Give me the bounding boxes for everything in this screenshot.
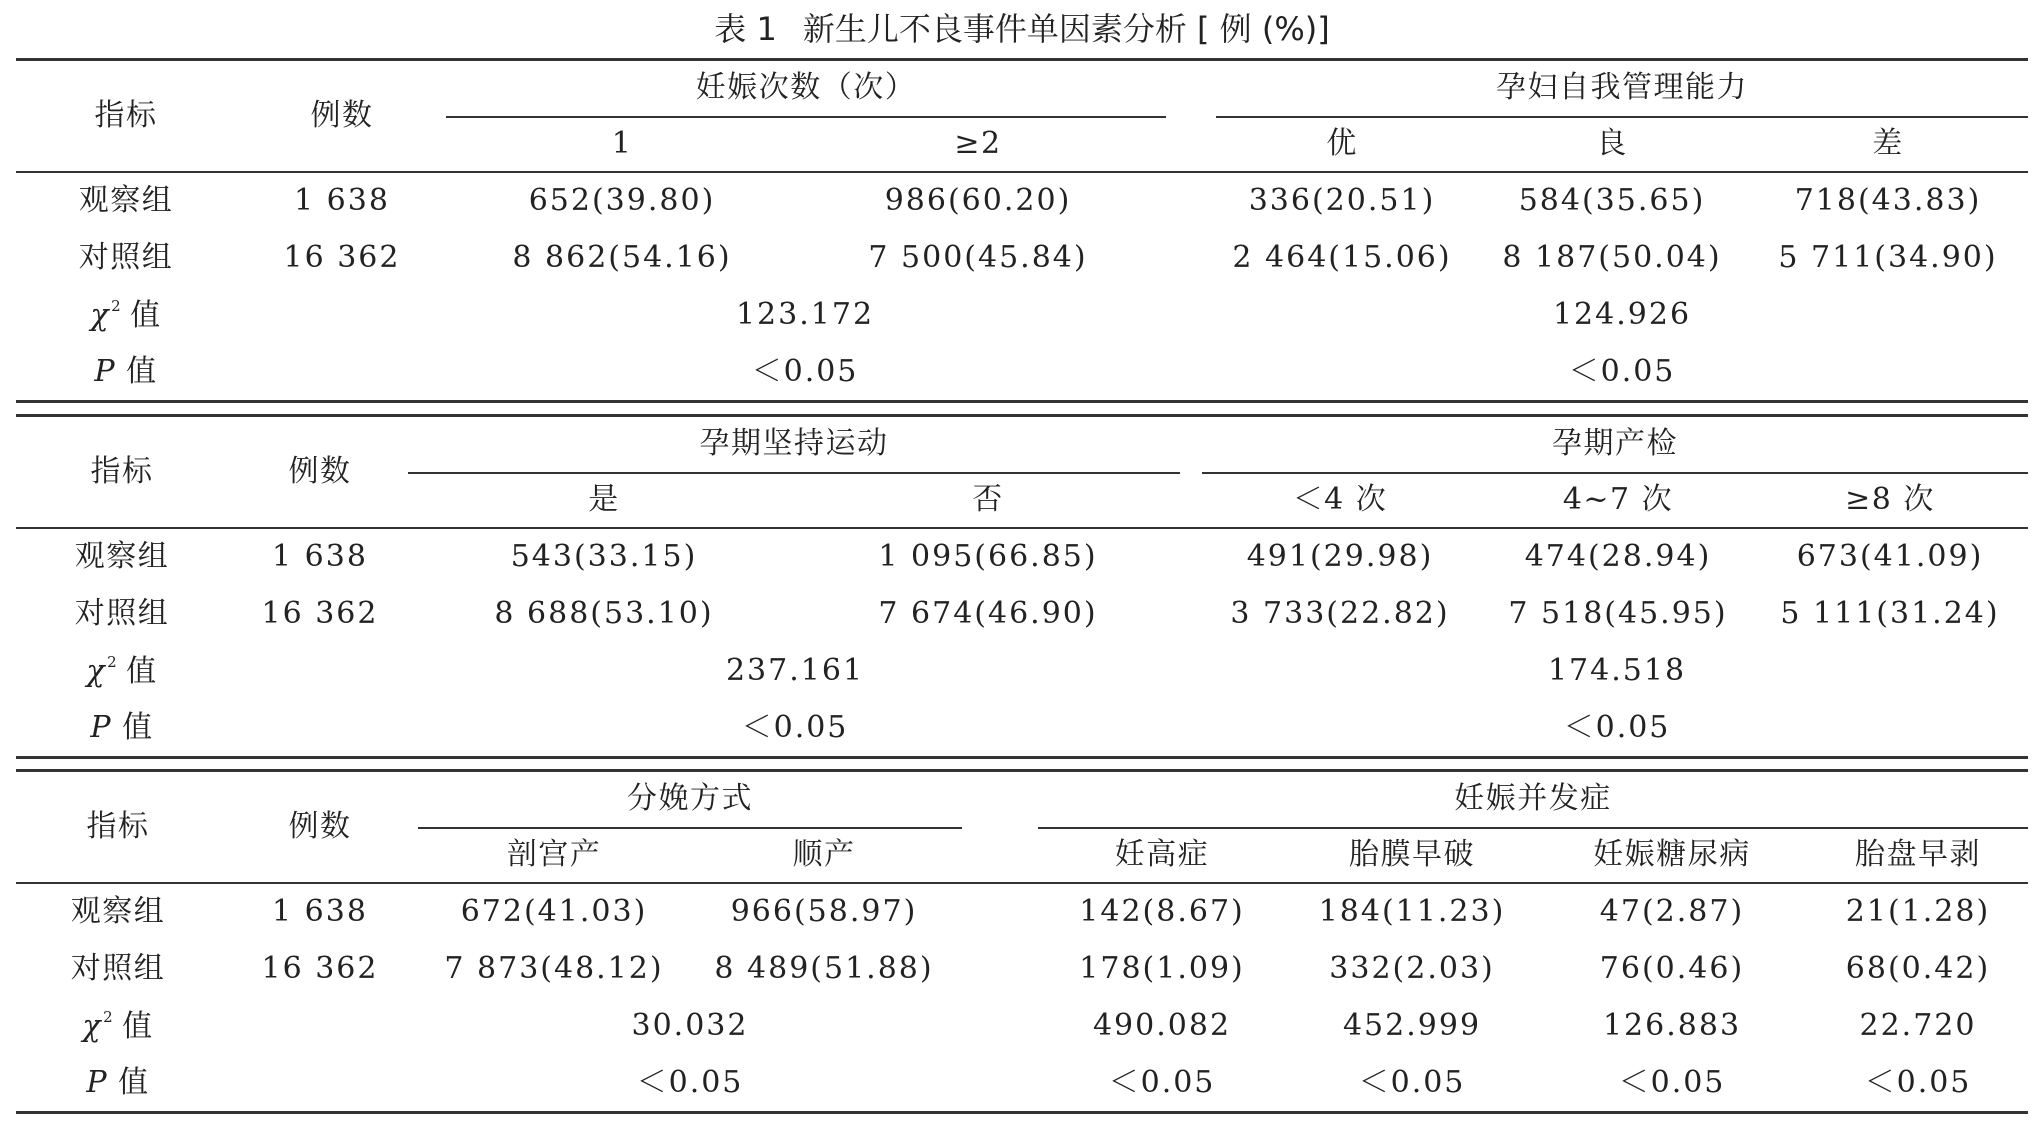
chi-square-value: 123.172 [735, 297, 875, 332]
row-label-observation: 观察组 [78, 183, 174, 218]
table-number: 表 1 [714, 10, 777, 48]
chi-square-label [82, 1010, 153, 1042]
p-value: ＜0.05 [1618, 1065, 1726, 1100]
table-cell: 7 518(45.95) [1508, 596, 1728, 631]
table-cell: 178(1.09) [1079, 951, 1245, 986]
control-count: 16 362 [261, 596, 379, 631]
column-header: 顺产 [792, 837, 856, 872]
chi-symbol: χ [86, 654, 107, 689]
column-header: 优 [1326, 126, 1358, 161]
panel-top-rule [16, 414, 2028, 417]
column-header: 是 [588, 482, 620, 517]
control-count: 16 362 [261, 951, 379, 986]
row-label-control: 对照组 [70, 951, 166, 986]
table-cell: 474(28.94) [1524, 539, 1712, 574]
indicator-header: 指标 [90, 454, 154, 489]
count-header: 例数 [288, 454, 352, 489]
p-value: ＜0.05 [636, 1065, 744, 1100]
table-cell: 2 464(15.06) [1232, 240, 1452, 275]
count-header: 例数 [310, 98, 374, 133]
table-cell: 966(58.97) [730, 894, 918, 929]
chi-superscript: 2 [107, 653, 119, 671]
table-cell: 142(8.67) [1079, 894, 1245, 929]
panel-bottom-rule [16, 1111, 2028, 1114]
column-header: ≥2 [954, 126, 1002, 161]
p-value-label [86, 1065, 150, 1100]
chi-square-value: 30.032 [631, 1008, 749, 1043]
p-value-label [90, 710, 154, 745]
chi-square-value: 237.161 [725, 653, 865, 688]
p-value: ＜0.05 [1108, 1065, 1216, 1100]
panel-top-rule [16, 769, 2028, 772]
column-header: 胎盘早剥 [1855, 837, 1981, 872]
group-header: 妊娠次数（次） [695, 70, 917, 105]
table-cell: 584(35.65) [1518, 183, 1706, 218]
row-label-control: 对照组 [78, 240, 174, 275]
table-cell: 5 711(34.90) [1778, 240, 1998, 275]
chi-square-value: 124.926 [1552, 297, 1692, 332]
chi-square-value: 126.883 [1602, 1008, 1742, 1043]
chi-square-value: 174.518 [1547, 653, 1687, 688]
p-value: ＜0.05 [741, 710, 849, 745]
column-header: 1 [611, 126, 633, 161]
indicator-header: 指标 [86, 809, 150, 844]
column-header: 妊高症 [1114, 837, 1210, 872]
p-value: ＜0.05 [1568, 354, 1676, 389]
group-underline [446, 116, 1166, 118]
p-value: ＜0.05 [1864, 1065, 1972, 1100]
control-count: 16 362 [283, 240, 401, 275]
group-underline [1202, 472, 2028, 474]
table-cell: 673(41.09) [1796, 539, 1984, 574]
group-underline [418, 827, 962, 829]
table-cell: 7 873(48.12) [444, 951, 664, 986]
table-cell: 8 489(51.88) [714, 951, 934, 986]
table-cell: 1 095(66.85) [878, 539, 1098, 574]
p-value: ＜0.05 [1358, 1065, 1466, 1100]
chi-symbol: χ [82, 1009, 103, 1044]
column-header: ≥8 次 [1845, 482, 1935, 517]
indicator-header: 指标 [94, 98, 158, 133]
column-header: 胎膜早破 [1349, 837, 1475, 872]
panel-bottom-rule [16, 400, 2028, 403]
chi-superscript: 2 [111, 297, 123, 315]
group-header: 分娩方式 [627, 781, 753, 816]
p-value-label [94, 354, 158, 389]
table-cell: 336(20.51) [1248, 183, 1436, 218]
table-cell: 986(60.20) [884, 183, 1072, 218]
chi-superscript: 2 [103, 1008, 115, 1026]
group-underline [408, 472, 1180, 474]
group-header: 孕期坚持运动 [699, 426, 889, 461]
observation-count: 1 638 [294, 183, 390, 218]
table-cell: 21(1.28) [1845, 894, 1991, 929]
row-label-observation: 观察组 [70, 894, 166, 929]
group-header: 妊娠并发症 [1454, 781, 1612, 816]
p-symbol: P [90, 710, 113, 745]
table-cell: 3 733(22.82) [1230, 596, 1450, 631]
table-cell: 5 111(31.24) [1780, 596, 2000, 631]
value-suffix: 值 [122, 1009, 154, 1044]
table-cell: 76(0.46) [1599, 951, 1745, 986]
table-cell: 47(2.87) [1599, 894, 1745, 929]
table-title [0, 4, 2044, 54]
table-cell: 543(33.15) [510, 539, 698, 574]
p-symbol: P [86, 1065, 109, 1100]
row-label-observation: 观察组 [74, 539, 170, 574]
column-header: 4~7 次 [1562, 482, 1674, 517]
chi-symbol: χ [90, 298, 111, 333]
column-header: ＜4 次 [1292, 482, 1388, 517]
panel-bottom-rule [16, 756, 2028, 759]
table-cell: 652(39.80) [528, 183, 716, 218]
group-underline [1216, 116, 2028, 118]
p-value: ＜0.05 [1563, 710, 1671, 745]
chi-square-value: 490.082 [1092, 1008, 1232, 1043]
table-caption: 新生儿不良事件单因素分析 [ 例 (%)] [802, 10, 1330, 48]
group-header: 孕妇自我管理能力 [1496, 70, 1748, 105]
chi-square-label [90, 299, 161, 331]
observation-count: 1 638 [272, 894, 368, 929]
observation-count: 1 638 [272, 539, 368, 574]
value-suffix: 值 [118, 1065, 150, 1100]
chi-square-value: 452.999 [1342, 1008, 1482, 1043]
header-rule [16, 171, 2028, 173]
table-cell: 332(2.03) [1329, 951, 1495, 986]
value-suffix: 值 [126, 354, 158, 389]
table-cell: 8 688(53.10) [494, 596, 714, 631]
column-header: 剖宫产 [506, 837, 602, 872]
group-header: 孕期产检 [1552, 426, 1678, 461]
p-symbol: P [94, 354, 117, 389]
column-header: 妊娠糖尿病 [1593, 837, 1751, 872]
value-suffix: 值 [126, 654, 158, 689]
p-value: ＜0.05 [751, 354, 859, 389]
value-suffix: 值 [122, 710, 154, 745]
table-cell: 718(43.83) [1794, 183, 1982, 218]
count-header: 例数 [288, 809, 352, 844]
panel-top-rule [16, 58, 2028, 61]
row-label-control: 对照组 [74, 596, 170, 631]
table-cell: 184(11.23) [1318, 894, 1506, 929]
column-header: 差 [1872, 126, 1904, 161]
table-cell: 7 674(46.90) [878, 596, 1098, 631]
table-cell: 8 187(50.04) [1502, 240, 1722, 275]
column-header: 良 [1596, 126, 1628, 161]
chi-square-label [86, 655, 157, 687]
column-header: 否 [972, 482, 1004, 517]
group-underline [1038, 827, 2028, 829]
header-rule [16, 882, 2028, 884]
header-rule [16, 527, 2028, 529]
table-cell: 68(0.42) [1845, 951, 1991, 986]
chi-square-value: 22.720 [1859, 1008, 1977, 1043]
table-cell: 491(29.98) [1246, 539, 1434, 574]
table-cell: 7 500(45.84) [868, 240, 1088, 275]
table-cell: 672(41.03) [460, 894, 648, 929]
value-suffix: 值 [130, 298, 162, 333]
table-cell: 8 862(54.16) [512, 240, 732, 275]
